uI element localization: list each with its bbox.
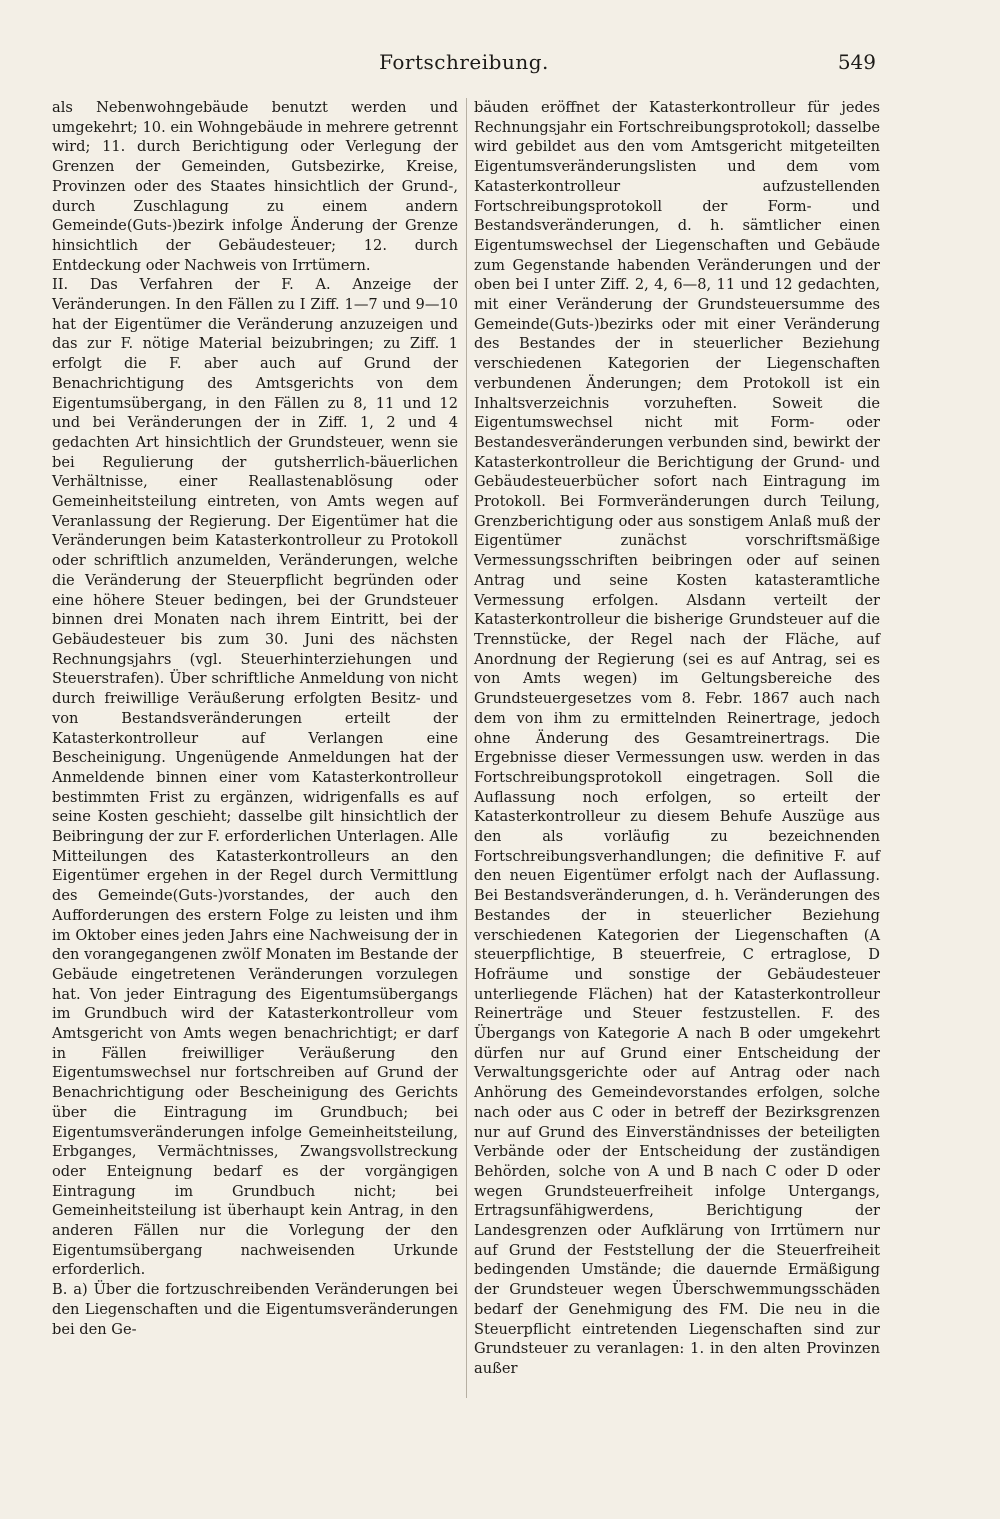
paragraph: als Nebenwohngebäude benutzt werden und umgekehrt; 10. ein Wohngebäude in mehrere getrennt wird; 11. durch Berichtigung oder Verlegung der Grenzen der Gemeinden, Gutsbezirke, Kreise, Provinzen oder des Staates hinsichtlich der Grund-, durch Zuschlagung zu einem andern Gemeinde(Guts-)bezirk infolge Änderung der Grenze hinsichtlich der Gebäudesteuer; 12. durch Entdeckung oder Nachweis von Irrtümern. <box>52 99 458 274</box>
left-column <box>52 98 458 1339</box>
paragraph: B. a) Über die fortzuschreibenden Veränderungen bei den Liegenschaften und die Eigentumsveränderungen bei den Ge- <box>52 1281 458 1338</box>
right-column <box>474 98 880 1379</box>
text-columns <box>52 98 880 1458</box>
page-number: 549 <box>837 50 876 74</box>
paragraph: II. Das Verfahren der F. A. Anzeige der Veränderungen. In den Fällen zu I Ziff. 1—7 und 9—10 hat der Eigentümer die Veränderung anzuzeigen und das zur F. nötige Material beizubringen; zu Ziff. 1 erfolgt die F. aber auch auf Grund der Benachrichtigung des Amtsgerichts von dem Eigentumsübergang, in den Fällen zu 8, 11 und 12 und bei Veränderungen der in Ziff. 1, 2 und 4 gedachten Art hinsichtlich der Grundsteuer, wenn sie bei Regulierung der gutsherrlich-bäuerlichen Verhältnisse, einer Reallastenablösung oder Gemeinheitsteilung eintreten, von Amts wegen auf Veranlassung der Regierung. Der Eigentümer hat die Veränderungen beim Katasterkontrolleur zu Protokoll oder schriftlich anzumelden, Veränderungen, welche die Veränderung der Steuerpflicht begründen oder eine höhere Steuer bedingen, bei der Grundsteuer binnen drei Monaten nach ihrem Eintritt, bei der Gebäudesteuer bis zum 30. Juni des nächsten Rechnungsjahrs (vgl. Steuerhinterziehungen und Steuerstrafen). Über schriftliche Anmeldung von nicht durch freiwillige Veräußerung erfolgten Besitz- und von Bestandsveränderungen erteilt der Katasterkontrolleur auf Verlangen eine Bescheinigung. Ungenügende Anmeldungen hat der Anmeldende binnen einer vom Katasterkontrolleur bestimmten Frist zu ergänzen, widrigenfalls es auf seine Kosten geschieht; dasselbe gilt hinsichtlich der Beibringung der zur F. erforderlichen Unterlagen. Alle Mitteilungen des Katasterkontrolleurs an den Eigentümer ergehen in der Regel durch Vermittlung des Gemeinde(Guts-)vorstandes, der auch den Aufforderungen des erstern Folge zu leisten und ihm im Oktober eines jeden Jahrs eine Nachweisung der in den vorangegangenen zwölf Monaten im Bestande der Gebäude eingetretenen Veränderungen vorzulegen hat. Von jeder Eintragung des Eigentumsübergangs im Grundbuch wird der Katasterkontrolleur vom Amtsgericht von Amts wegen benachrichtigt; er darf in Fällen freiwilliger Veräußerung den Eigentumswechsel nur fortschreiben auf Grund der Benachrichtigung oder Bescheinigung des Gerichts über die Eintragung im Grundbuch; bei Eigentumsveränderungen infolge Gemeinheitsteilung, Erbganges, Vermächtnisses, Zwangsvollstreckung oder Enteignung bedarf es der vorgängigen Eintragung im Grundbuch nicht; bei Gemeinheitsteilung ist überhaupt kein Antrag, in den anderen Fällen nur die Vorlegung der den Eigentumsübergang nachweisenden Urkunde erforderlich. <box>52 276 458 1279</box>
running-title: Fortschreibung. <box>379 50 549 74</box>
paragraph: bäuden eröffnet der Katasterkontrolleur für jedes Rechnungsjahr ein Fortschreibungsprotokoll; dasselbe wird gebildet aus den vom Amtsgericht mitgeteilten Eigentumsveränderungslisten und dem vom Katasterkontrolleur aufzustellenden Fortschreibungsprotokoll der Form- und Bestandsveränderungen, d. h. sämtlicher einen Eigentumswechsel der Liegenschaften und Gebäude zum Gegenstande habenden Veränderungen und der oben bei I unter Ziff. 2, 4, 6—8, 11 und 12 gedachten, mit einer Veränderung der Grundsteuersumme des Gemeinde(Guts-)bezirks oder mit einer Veränderung des Bestandes der in steuerlicher Beziehung verschiedenen Kategorien der Liegenschaften verbundenen Änderungen; dem Protokoll ist ein Inhaltsverzeichnis vorzuheften. Soweit die Eigentumswechsel nicht mit Form- oder Bestandesveränderungen verbunden sind, bewirkt der Katasterkontrolleur die Berichtigung der Grund- und Gebäudesteuerbücher sofort nach Eintragung im Protokoll. Bei Formveränderungen durch Teilung, Grenzberichtigung oder aus sonstigem Anlaß muß der Eigentümer zunächst vorschriftsmäßige Vermessungsschriften beibringen oder auf seinen Antrag und seine Kosten katasteramtliche Vermessung erfolgen. Alsdann verteilt der Katasterkontrolleur die bisherige Grundsteuer auf die Trennstücke, der Regel nach der Fläche, auf Anordnung der Regierung (sei es auf Antrag, sei es von Amts wegen) im Geltungsbereiche des Grundsteuergesetzes vom 8. Febr. 1867 auch nach dem von ihm zu ermittelnden Reinertrage, jedoch ohne Änderung des Gesamtreinertrags. Die Ergebnisse dieser Vermessungen usw. werden in das Fortschreibungsprotokoll eingetragen. Soll die Auflassung noch erfolgen, so erteilt der Katasterkontrolleur zu diesem Behufe Auszüge aus den als vorläufig zu bezeichnenden Fortschreibungsverhandlungen; die definitive F. auf den neuen Eigentümer erfolgt nach der Auflassung. Bei Bestandsveränderungen, d. h. Veränderungen des Bestandes der in steuerlicher Beziehung verschiedenen Kategorien der Liegenschaften (A steuerpflichtige, B steuerfreie, C ertraglose, D Hofräume und sonstige der Gebäudesteuer unterliegende Flächen) hat der Katasterkontrolleur Reinerträge und Steuer festzustellen. F. des Übergangs von Kategorie A nach B oder umgekehrt dürfen nur auf Grund einer Entscheidung der Verwaltungsgerichte oder auf Antrag oder nach Anhörung des Gemeindevorstandes erfolgen, solche nach oder aus C oder in betreff der Bezirksgrenzen nur auf Grund des Einverständnisses der beteiligten Verbände oder der Entscheidung der zuständigen Behörden, solche von A und B nach C oder D oder wegen Grundsteuerfreiheit infolge Untergangs, Ertragsunfähigwerdens, Berichtigung der Landesgrenzen oder Aufklärung von Irrtümern nur auf Grund der Feststellung der die Steuerfreiheit bedingenden Umstände; die dauernde Ermäßigung der Grundsteuer wegen Überschwemmungsschäden bedarf der Genehmigung des FM. Die neu in die Steuerpflicht eintretenden Liegenschaften sind zur Grundsteuer zu veranlagen: 1. in den alten Provinzen außer <box>474 99 880 1377</box>
running-header <box>52 44 876 84</box>
column-divider <box>466 98 467 1398</box>
